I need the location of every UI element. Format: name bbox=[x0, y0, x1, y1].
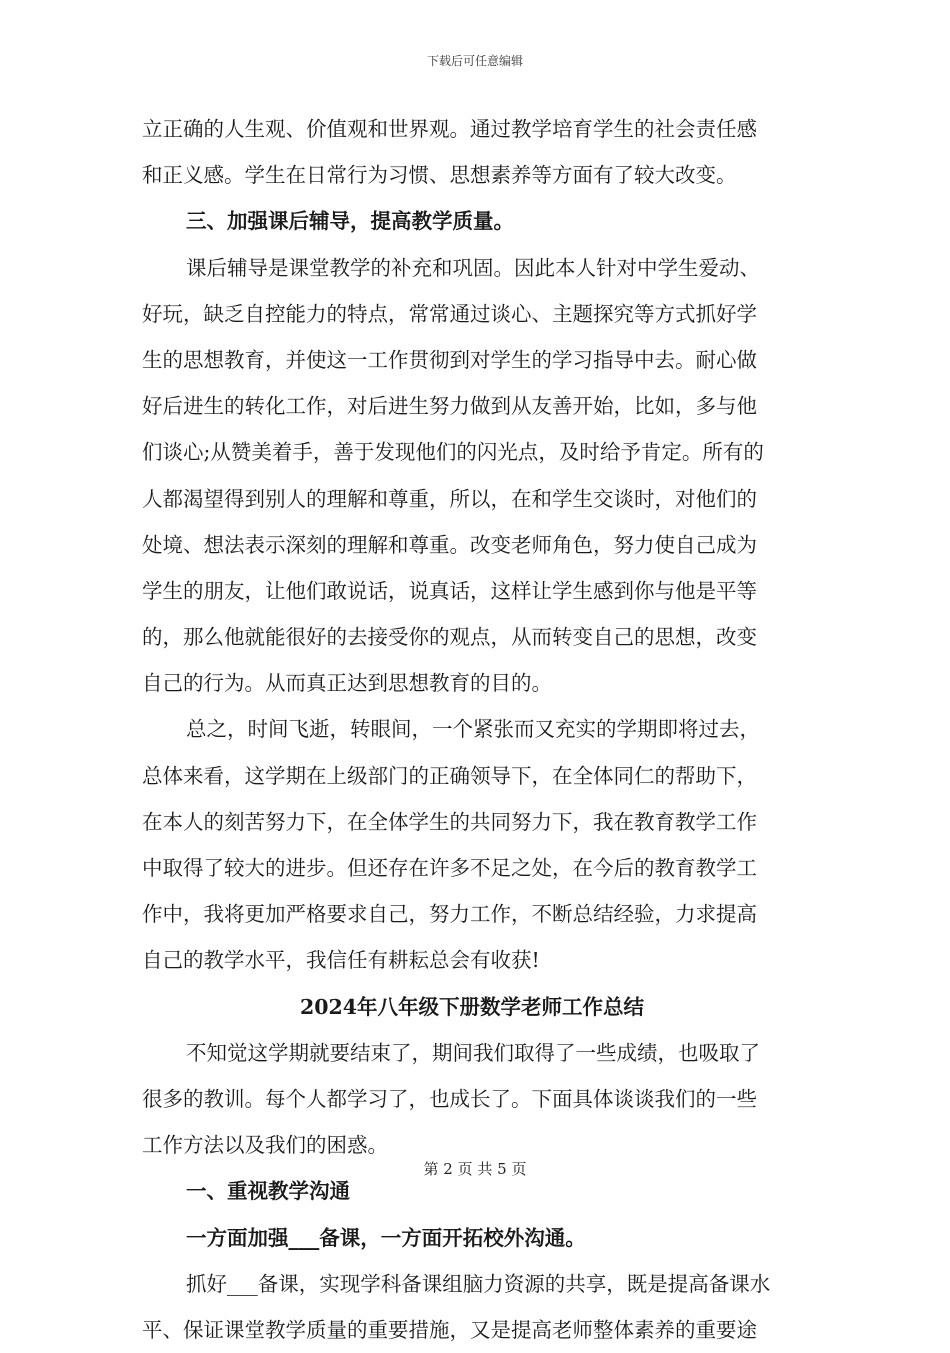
body-line: 很多的教训。每个人都学习了，也成长了。下面具体谈谈我们的一些 bbox=[142, 1086, 757, 1111]
body-line: 平、保证课堂教学质量的重要措施，又是提高老师整体素养的重要途 bbox=[142, 1317, 757, 1342]
subsection-heading: 一方面加强___备课，一方面开拓校外沟通。 bbox=[186, 1225, 586, 1250]
paragraph-start: 抓好___备课，实现学科备课组脑力资源的共享，既是提高备课水 bbox=[186, 1271, 771, 1296]
section-heading: 三、加强课后辅导，提高教学质量。 bbox=[186, 209, 514, 234]
page-footer: 第 2 页 共 5 页 bbox=[423, 1160, 527, 1178]
body-line: 中取得了较大的进步。但还存在许多不足之处，在今后的教育教学工 bbox=[142, 856, 757, 880]
page-header: 下载后可任意编辑 bbox=[426, 54, 523, 68]
body-line: 在本人的刻苦努力下，在全体学生的共同努力下，我在教育教学工作 bbox=[142, 809, 757, 834]
body-line: 工作方法以及我们的困惑。 bbox=[142, 1133, 388, 1158]
body-line: 的，那么他就能很好的去接受你的观点，从而转变自己的思想，改变 bbox=[142, 625, 757, 650]
body-line: 生的思想教育，并使这一工作贯彻到对学生的学习指导中去。耐心做 bbox=[142, 347, 757, 372]
body-line: 立正确的人生观、价值观和世界观。通过教学培育学生的社会责任感 bbox=[142, 117, 757, 141]
paragraph-start: 总之，时间飞逝，转眼间，一个紧张而又充实的学期即将过去， bbox=[186, 717, 760, 742]
body-line: 人都渴望得到别人的理解和尊重，所以，在和学生交谈时，对他们的 bbox=[142, 486, 757, 511]
paragraph-start: 课后辅导是课堂教学的补充和巩固。因此本人针对中学生爱动、 bbox=[186, 255, 760, 280]
body-line: 总体来看，这学期在上级部门的正确领导下，在全体同仁的帮助下， bbox=[142, 763, 757, 788]
body-line: 和正义感。学生在日常行为习惯、思想素养等方面有了较大改变。 bbox=[142, 163, 737, 188]
body-line: 作中，我将更加严格要求自己，努力工作，不断总结经验，力求提高 bbox=[142, 902, 757, 927]
body-line: 自己的教学水平，我信任有耕耘总会有收获! bbox=[142, 948, 540, 973]
body-line: 好玩，缺乏自控能力的特点，常常通过谈心、主题探究等方式抓好学 bbox=[142, 301, 757, 326]
body-line: 自己的行为。从而真正达到思想教育的目的。 bbox=[142, 671, 552, 696]
document-title: 2024年八年级下册数学老师工作总结 bbox=[299, 994, 645, 1019]
paragraph-start: 不知觉这学期就要结束了，期间我们取得了一些成绩，也吸取了 bbox=[186, 1040, 760, 1065]
body-line: 处境、想法表示深刻的理解和尊重。改变老师角色，努力使自己成为 bbox=[142, 532, 757, 557]
body-line: 学生的朋友，让他们敢说话，说真话，这样让学生感到你与他是平等 bbox=[142, 578, 757, 603]
body-line: 好后进生的转化工作，对后进生努力做到从友善开始，比如，多与他 bbox=[142, 394, 757, 419]
section-heading: 一、重视教学沟通 bbox=[186, 1179, 350, 1204]
body-line: 们谈心;从赞美着手，善于发现他们的闪光点，及时给予肯定。所有的 bbox=[142, 440, 764, 465]
